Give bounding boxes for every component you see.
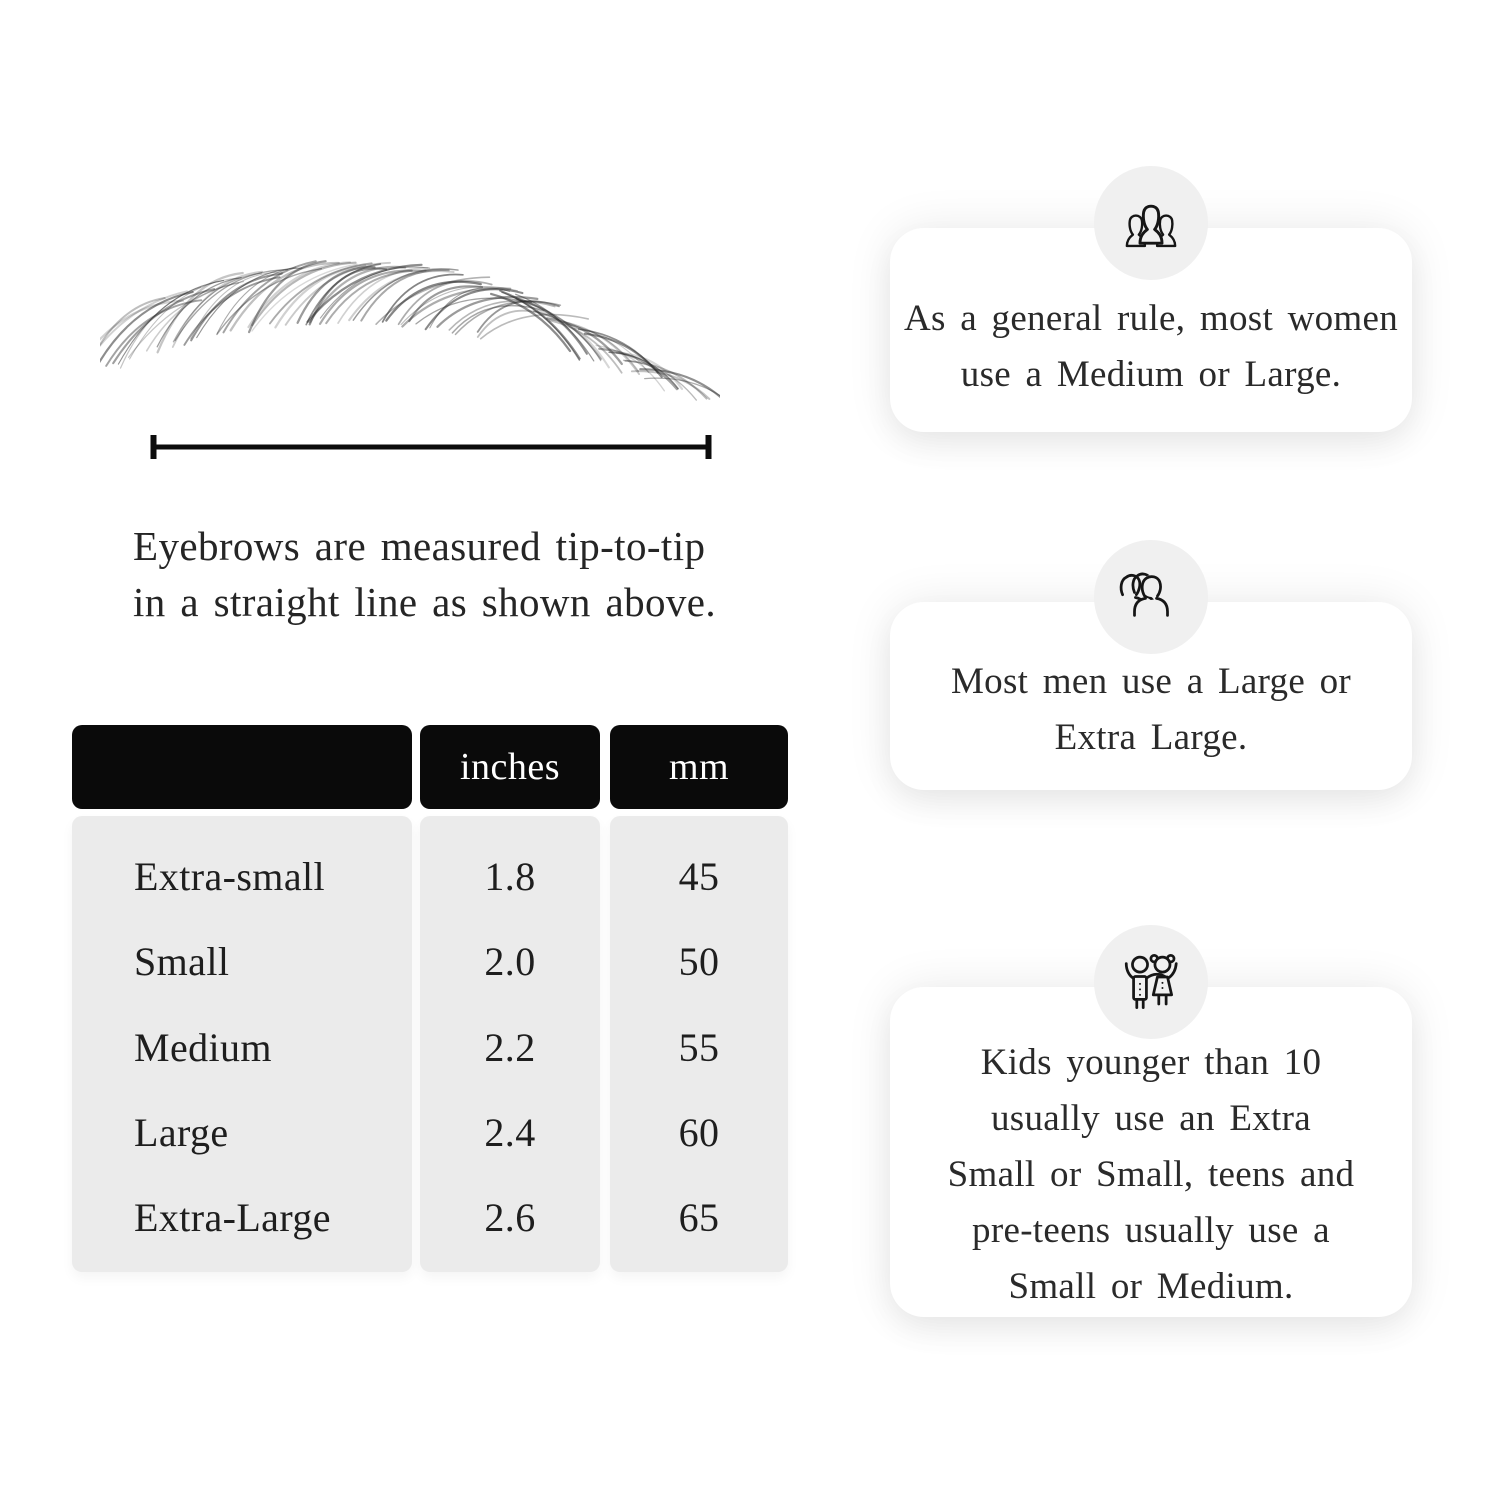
mm-values: [610, 816, 788, 1272]
mm-value: 55: [678, 1024, 720, 1070]
size-label: Large: [134, 1109, 229, 1155]
inches-value: 2.0: [484, 939, 536, 985]
caption-line-2: in a straight line as shown above.: [133, 579, 717, 625]
inches-value: 2.2: [484, 1024, 536, 1070]
men-icon-circle: [1094, 540, 1208, 654]
inches-values: [420, 816, 600, 1272]
women-advice-card: [890, 228, 1412, 432]
mm-value: 50: [678, 939, 720, 985]
size-label: Extra-small: [134, 854, 326, 900]
eyebrow-illustration: [100, 212, 720, 427]
inches-value: 2.6: [484, 1194, 536, 1240]
mm-header: mm: [610, 725, 788, 809]
men-advice-text: Most men use a Large or Extra Large.: [950, 661, 1352, 758]
mm-value: 65: [678, 1194, 720, 1240]
measure-line: [150, 434, 712, 460]
size-label: Extra-Large: [134, 1194, 331, 1240]
size-column: [72, 725, 412, 1272]
mm-value: 60: [678, 1109, 720, 1155]
kids-icon-circle: [1094, 925, 1208, 1039]
size-header-blank: [72, 725, 412, 809]
inches-value: 1.8: [484, 854, 536, 900]
kids-icon: [1118, 949, 1184, 1015]
kids-advice-text: Kids younger than 10 usually use an Extra Small or Small, teens and pre-teens usually use a Small or Medium.: [947, 1042, 1355, 1307]
size-labels: [72, 816, 412, 1272]
inches-header: inches: [420, 725, 600, 809]
men-group-icon: [1118, 564, 1184, 630]
women-group-icon: [1118, 190, 1184, 256]
mm-column: [610, 725, 788, 1272]
women-advice-text: As a general rule, most women use a Medium or Large.: [903, 298, 1398, 395]
inches-value: 2.4: [484, 1109, 536, 1155]
size-label: Medium: [134, 1024, 272, 1070]
caption-line-1: Eyebrows are measured tip-to-tip: [133, 523, 706, 569]
men-advice-card: [890, 602, 1412, 790]
kids-advice-card: [890, 987, 1412, 1317]
women-icon-circle: [1094, 166, 1208, 280]
measurement-caption: [133, 518, 793, 630]
size-table: [72, 725, 790, 1272]
mm-value: 45: [678, 854, 720, 900]
inches-column: [420, 725, 600, 1272]
size-label: Small: [134, 939, 230, 985]
